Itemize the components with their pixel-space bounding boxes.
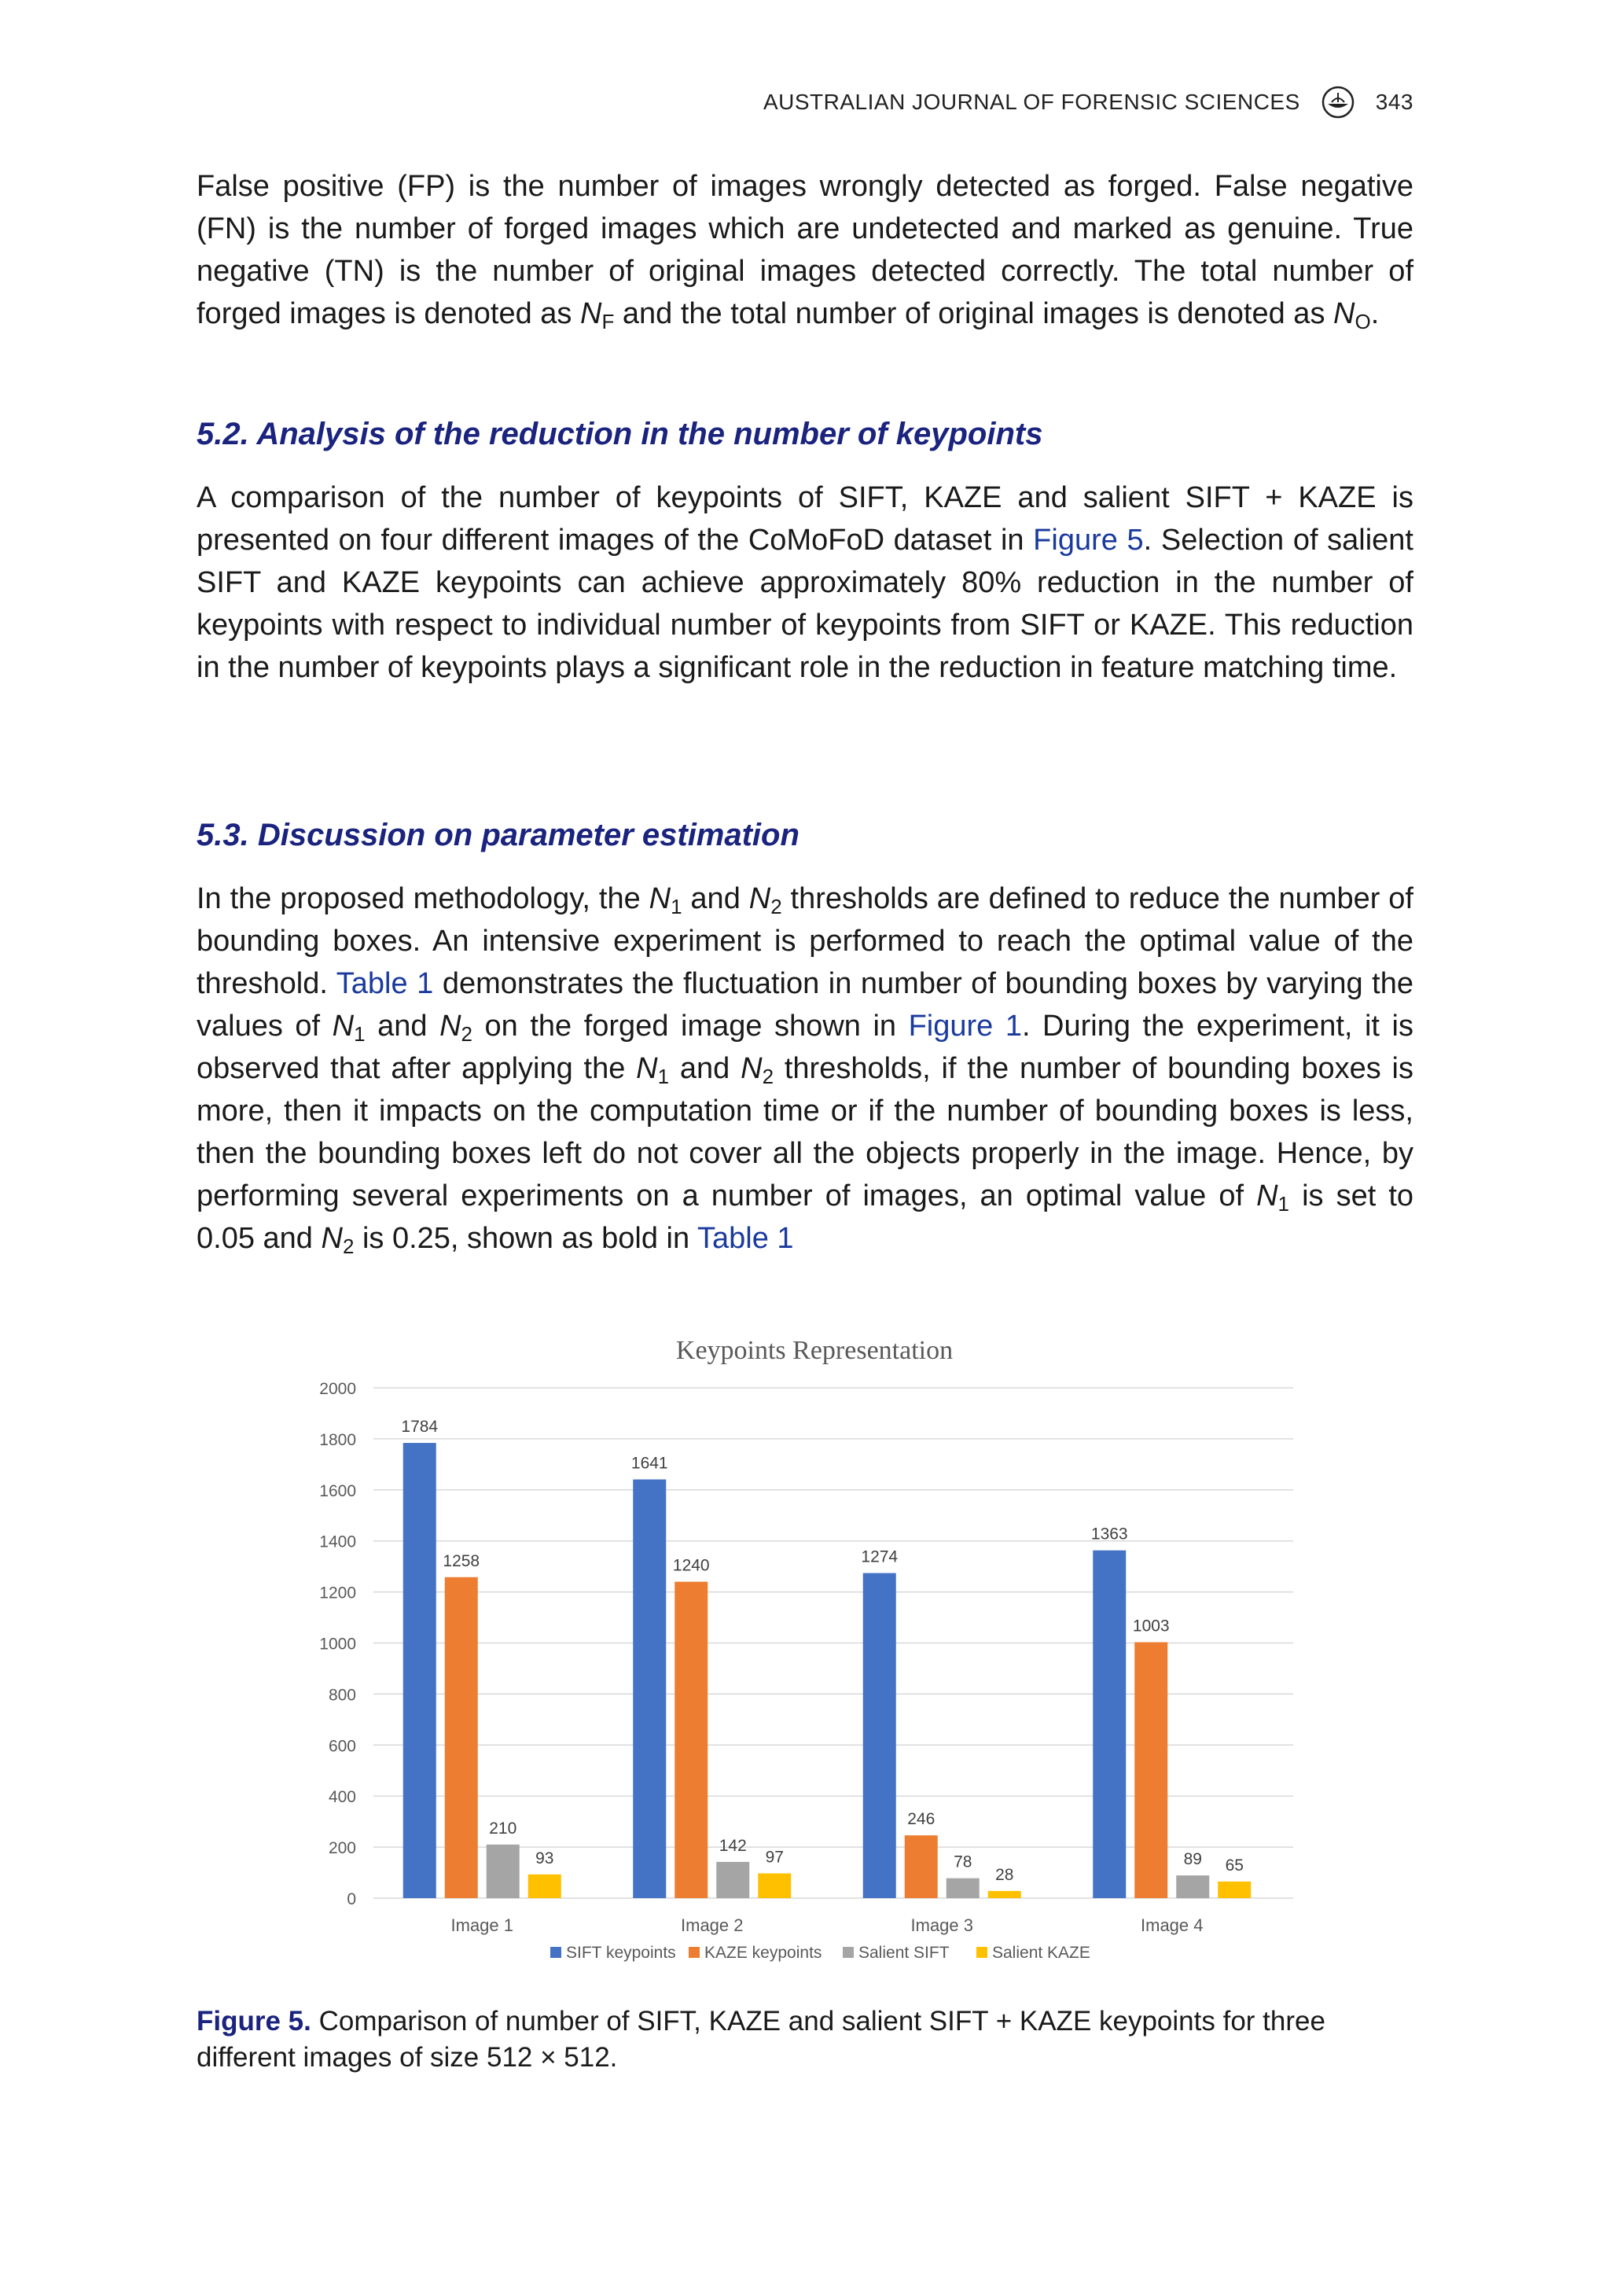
running-header [763, 85, 1413, 120]
y-tick-label: 0 [347, 1890, 356, 1908]
x-tick-label: Image 4 [1141, 1915, 1204, 1935]
legend-swatch [976, 1947, 987, 1958]
legend-swatch [843, 1947, 854, 1958]
bar [947, 1878, 980, 1898]
no-subscript: O [1355, 310, 1371, 333]
bar [487, 1845, 520, 1898]
y-tick-label: 400 [328, 1788, 356, 1807]
s52-text-b: . Selection of salient SIFT and KAZE keypoints can achieve approximately 80% reduction in the number of keypoints with respect to individual number of keypoints from SIFT or KAZE. This reduction in the number of keypoints plays a significant role in the reduction in feature matching time. [197, 524, 1413, 684]
bar [528, 1875, 561, 1898]
page-number: 343 [1375, 90, 1413, 114]
s53-t6: on the forged image shown in [472, 1010, 909, 1043]
no-symbol: N [1333, 297, 1355, 330]
bar [988, 1891, 1021, 1898]
figure-5-caption [197, 2003, 1413, 2076]
bar [905, 1835, 938, 1898]
n1-symbol: N [332, 1010, 355, 1043]
section-5-2-heading: 5.2. Analysis of the reduction in the number of keypoints [197, 417, 1043, 451]
bar [758, 1874, 791, 1898]
legend-swatch [550, 1947, 561, 1958]
n2-symbol: N [321, 1222, 343, 1255]
bar [1134, 1643, 1167, 1898]
nf-subscript: F [601, 310, 615, 333]
bar [445, 1577, 478, 1898]
y-tick-label: 800 [328, 1686, 356, 1705]
data-label: 246 [907, 1810, 935, 1829]
nf-symbol: N [579, 297, 602, 330]
data-label: 65 [1225, 1856, 1244, 1875]
data-label: 1274 [861, 1547, 899, 1566]
s53-t10: is set to 0.05 and [197, 1179, 1414, 1255]
x-tick-label: Image 3 [910, 1915, 973, 1935]
journal-title: AUSTRALIAN JOURNAL OF FORENSIC SCIENCES [763, 90, 1300, 114]
n2-symbol: N [439, 1010, 461, 1043]
section-5-3-body [197, 878, 1413, 1260]
s53-t7: . During the experiment, it is observed that after applying the [197, 1010, 1413, 1085]
data-label: 1641 [630, 1454, 668, 1473]
bar [1093, 1551, 1126, 1898]
bar [675, 1582, 708, 1898]
figure-5-link[interactable]: Figure 5 [1033, 524, 1144, 557]
data-label: 1258 [443, 1551, 480, 1570]
y-tick-label: 2000 [319, 1380, 356, 1398]
s52-text-a: A comparison of the number of keypoints of SIFT, KAZE and salient SIFT + KAZE is presented on four different images of the CoMoFoD dataset in [197, 481, 1413, 557]
data-label: 1363 [1090, 1525, 1128, 1544]
s53-t1: In the proposed methodology, the [197, 882, 649, 915]
keypoints-bar-chart [197, 1313, 1413, 1989]
s53-t5: and [365, 1010, 440, 1043]
n1-symbol: N [649, 882, 671, 915]
y-tick-label: 1600 [319, 1481, 356, 1500]
y-tick-label: 200 [328, 1839, 356, 1858]
y-tick-label: 1400 [319, 1533, 356, 1551]
n2-subscript: 2 [461, 1022, 472, 1046]
s53-t4: demonstrates the fluctuation in number of bounding boxes by varying the values of [197, 967, 1413, 1043]
y-tick-label: 600 [328, 1737, 356, 1756]
n2-symbol: N [748, 882, 771, 915]
y-tick-label: 1800 [319, 1430, 356, 1449]
section-5-3 [197, 818, 1413, 853]
n1-subscript: 1 [354, 1022, 366, 1046]
caption-label: Figure 5. [197, 2006, 311, 2037]
section-5-2-body [197, 476, 1413, 689]
s53-t11: is 0.25, shown as bold in [354, 1222, 697, 1255]
legend-entry: KAZE keypoints [704, 1944, 822, 1962]
bar [1176, 1875, 1209, 1898]
data-label: 97 [765, 1848, 784, 1867]
x-tick-label: Image 1 [450, 1915, 513, 1935]
caption-text: Comparison of number of SIFT, KAZE and salient SIFT + KAZE keypoints for three different images of size 512 × 512. [197, 2006, 1325, 2073]
bar [633, 1479, 666, 1898]
s53-t2: and [682, 882, 749, 915]
s53-t8: and [669, 1052, 741, 1085]
n1-symbol: N [1256, 1179, 1278, 1212]
x-tick-label: Image 2 [681, 1915, 744, 1935]
n2-symbol: N [741, 1052, 763, 1085]
data-label: 210 [489, 1819, 517, 1838]
table-1-link[interactable]: Table 1 [336, 967, 434, 1000]
data-label: 78 [954, 1853, 972, 1871]
bar [716, 1862, 749, 1898]
n2-subscript: 2 [342, 1234, 355, 1258]
y-tick-label: 1000 [319, 1635, 356, 1654]
legend-entry: Salient SIFT [858, 1944, 950, 1962]
chart-title: Keypoints Representation [675, 1336, 954, 1365]
legend-entry: SIFT keypoints [566, 1944, 676, 1962]
data-label: 28 [995, 1865, 1014, 1884]
bar [403, 1443, 436, 1898]
figure-5-chart [197, 1313, 1413, 1989]
n2-subscript: 2 [762, 1065, 774, 1088]
n2-subscript: 2 [770, 895, 782, 918]
data-label: 89 [1183, 1850, 1202, 1869]
para1-text-c: . [1370, 297, 1380, 330]
n1-subscript: 1 [657, 1065, 670, 1088]
para1-text-a: False positive (FP) is the number of images wrongly detected as forged. False negative (FN) is the number of forged images which are undetected and marked as genuine. True negative (TN) is the number of original images detected correctly. The total number of forged images is denoted as [197, 170, 1413, 330]
y-tick-label: 1200 [319, 1584, 356, 1602]
paragraph-1 [197, 165, 1413, 335]
s53-t9: thresholds, if the number of bounding boxes is more, then it impacts on the computation time or if the number of bounding boxes is less, then the bounding boxes left do not cover all the objects properly in the image. Hence, by performing several experiments on a number of images, an optimal value of [197, 1052, 1413, 1212]
n1-symbol: N [636, 1052, 658, 1085]
data-label: 93 [535, 1849, 554, 1867]
data-label: 1784 [401, 1418, 439, 1437]
section-5-3-heading: 5.3. Discussion on parameter estimation [197, 818, 799, 852]
legend-swatch [689, 1947, 700, 1958]
bar [1218, 1882, 1251, 1898]
figure-1-link[interactable]: Figure 1 [908, 1010, 1022, 1043]
n1-subscript: 1 [1277, 1192, 1290, 1216]
data-label: 1240 [672, 1556, 710, 1575]
n1-subscript: 1 [671, 895, 682, 918]
data-label: 142 [719, 1836, 747, 1855]
s53-t3: thresholds are defined to reduce the number of bounding boxes. An intensive experiment is performed to reach the optimal value of the threshold. [197, 882, 1413, 1000]
data-label: 1003 [1132, 1617, 1170, 1636]
section-5-2 [197, 417, 1413, 452]
para1-text-b: and the total number of original images is denoted as [614, 297, 1333, 330]
legend-entry: Salient KAZE [992, 1944, 1090, 1962]
journal-logo-icon [1321, 85, 1355, 120]
bar [863, 1573, 896, 1898]
table-1-link[interactable]: Table 1 [697, 1222, 794, 1255]
